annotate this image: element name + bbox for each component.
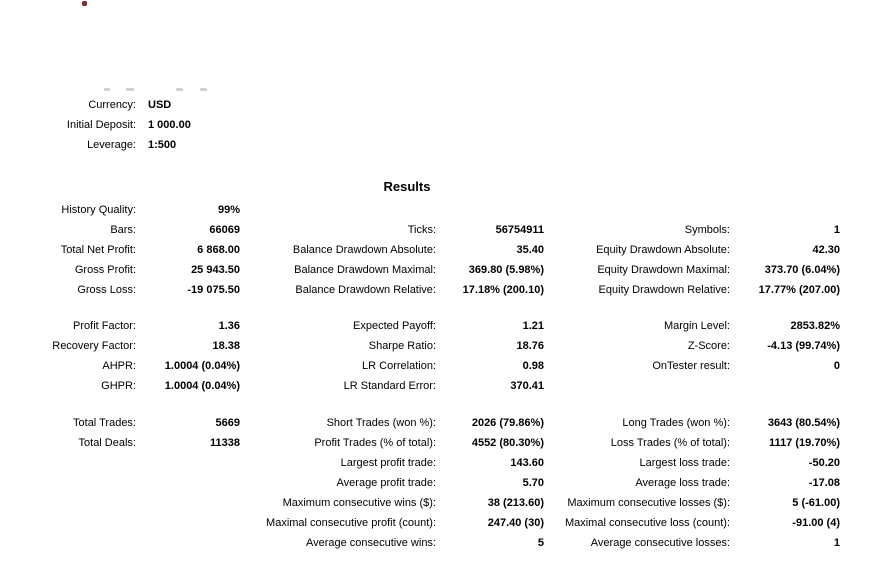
stat-value: 25 943.50: [191, 264, 240, 276]
stat-value: 42.30: [812, 244, 840, 256]
table-row: [0, 413, 891, 433]
table-row: [0, 200, 891, 220]
stat-label: Average profit trade:: [336, 477, 436, 489]
stat-value: 56754911: [495, 224, 544, 236]
stat-label: Largest profit trade:: [340, 457, 436, 469]
stat-value: 5: [537, 537, 544, 549]
initial-deposit-value: 1 000.00: [148, 119, 191, 131]
stat-value: 2026 (79.86%): [471, 417, 544, 429]
table-row: [0, 316, 891, 336]
table-row: [0, 493, 891, 513]
stat-label: GHPR:: [101, 380, 136, 392]
stat-label: Expected Payoff:: [353, 320, 436, 332]
stat-value: 1.21: [522, 320, 544, 332]
table-row: [0, 336, 891, 356]
red-dot-marker: [82, 1, 87, 6]
stat-label: Balance Drawdown Maximal:: [294, 264, 436, 276]
stat-label: Equity Drawdown Absolute:: [596, 244, 730, 256]
stat-value: -17.08: [808, 477, 840, 489]
stat-value: -4.13 (99.74%): [767, 340, 840, 352]
stat-label: Maximum consecutive losses ($):: [567, 497, 730, 509]
stat-label: Average consecutive wins:: [305, 537, 436, 549]
stat-label: OnTester result:: [652, 360, 730, 372]
table-row: [0, 356, 891, 376]
currency-value: USD: [148, 99, 172, 111]
stat-value: 6 868.00: [197, 244, 240, 256]
table-row: [0, 513, 891, 533]
stat-value: 4552 (80.30%): [471, 437, 544, 449]
stat-label: Total Trades:: [73, 417, 136, 429]
stat-label: Profit Factor:: [73, 320, 136, 332]
stat-label: Long Trades (won %):: [622, 417, 730, 429]
stat-value: 18.38: [212, 340, 240, 352]
stat-value: 370.41: [510, 380, 544, 392]
results-heading: Results: [383, 179, 431, 194]
stat-value: 1117 (19.70%): [769, 437, 840, 449]
stat-label: Profit Trades (% of total):: [314, 437, 436, 449]
stat-label: Margin Level:: [663, 320, 730, 332]
leverage-label: Leverage:: [87, 139, 136, 151]
stat-label: Largest loss trade:: [639, 457, 730, 469]
initial-deposit-label: Initial Deposit:: [66, 119, 136, 131]
account-row-initial-deposit: [0, 115, 891, 135]
stat-value: 11338: [210, 437, 240, 449]
table-row: [0, 433, 891, 453]
stat-label: Gross Loss:: [77, 284, 136, 296]
stat-value: 0.98: [522, 360, 544, 372]
stat-label: Maximal consecutive loss (count):: [564, 517, 730, 529]
stat-label: Z-Score:: [687, 340, 730, 352]
stat-value: 18.76: [516, 340, 544, 352]
stat-label: Loss Trades (% of total):: [610, 437, 730, 449]
currency-label: Currency:: [88, 99, 136, 111]
stat-value: -91.00 (4): [792, 517, 840, 529]
stat-label: Short Trades (won %):: [326, 417, 436, 429]
group-spacer: [0, 300, 891, 316]
account-info-section: [0, 95, 891, 155]
table-row: [0, 473, 891, 493]
stat-value: 369.80 (5.98%): [468, 264, 544, 276]
stat-label: Maximum consecutive wins ($):: [282, 497, 436, 509]
stat-label: Gross Profit:: [74, 264, 136, 276]
stat-value: 99%: [217, 204, 240, 216]
stat-label: Balance Drawdown Absolute:: [292, 244, 436, 256]
table-row: [0, 240, 891, 260]
group-spacer: [0, 396, 891, 413]
table-row: [0, 533, 891, 553]
stat-label: Ticks:: [407, 224, 436, 236]
stat-label: Average loss trade:: [635, 477, 730, 489]
stat-value: 373.70 (6.04%): [764, 264, 840, 276]
table-row: [0, 260, 891, 280]
stat-value: 66069: [209, 224, 240, 236]
stat-label: LR Standard Error:: [343, 380, 436, 392]
stat-value: 17.18% (200.10): [462, 284, 544, 296]
results-table: [0, 200, 891, 553]
stat-label: Equity Drawdown Maximal:: [597, 264, 730, 276]
stat-value: -50.20: [808, 457, 840, 469]
stat-value: 1.36: [218, 320, 240, 332]
stat-label: AHPR:: [102, 360, 136, 372]
stat-value: 1: [833, 224, 840, 236]
stat-value: 35.40: [516, 244, 544, 256]
stat-label: Symbols:: [684, 224, 730, 236]
stat-label: Average consecutive losses:: [590, 537, 730, 549]
stat-label: Recovery Factor:: [52, 340, 136, 352]
table-row: [0, 280, 891, 300]
table-row: [0, 453, 891, 473]
stat-value: 2853.82%: [790, 320, 840, 332]
stat-value: 5669: [215, 417, 240, 429]
stat-value: 143.60: [510, 457, 544, 469]
stat-value: 17.77% (207.00): [758, 284, 840, 296]
stat-label: Total Deals:: [78, 437, 136, 449]
leverage-value: 1:500: [148, 139, 177, 151]
stat-label: Total Net Profit:: [60, 244, 136, 256]
stat-label: Maximal consecutive profit (count):: [266, 517, 436, 529]
stat-label: Equity Drawdown Relative:: [598, 284, 730, 296]
stat-label: Balance Drawdown Relative:: [295, 284, 436, 296]
stat-value: 1.0004 (0.04%): [164, 360, 240, 372]
table-row: [0, 220, 891, 240]
account-row-leverage: [0, 135, 891, 155]
account-row-currency: [0, 95, 891, 115]
stat-value: 3643 (80.54%): [767, 417, 840, 429]
stat-value: 5.70: [522, 477, 544, 489]
stat-value: 5 (-61.00): [792, 497, 840, 509]
stat-value: 1.0004 (0.04%): [164, 380, 240, 392]
stat-value: 1: [833, 537, 840, 549]
stat-label: Sharpe Ratio:: [368, 340, 436, 352]
stat-value: 247.40 (30): [487, 517, 544, 529]
stat-label: LR Correlation:: [362, 360, 436, 372]
stat-value: -19 075.50: [187, 284, 240, 296]
stat-value: 38 (213.60): [487, 497, 544, 509]
stat-label: History Quality:: [61, 204, 136, 216]
stat-label: Bars:: [110, 224, 136, 236]
table-row: [0, 376, 891, 396]
stat-value: 0: [833, 360, 840, 372]
